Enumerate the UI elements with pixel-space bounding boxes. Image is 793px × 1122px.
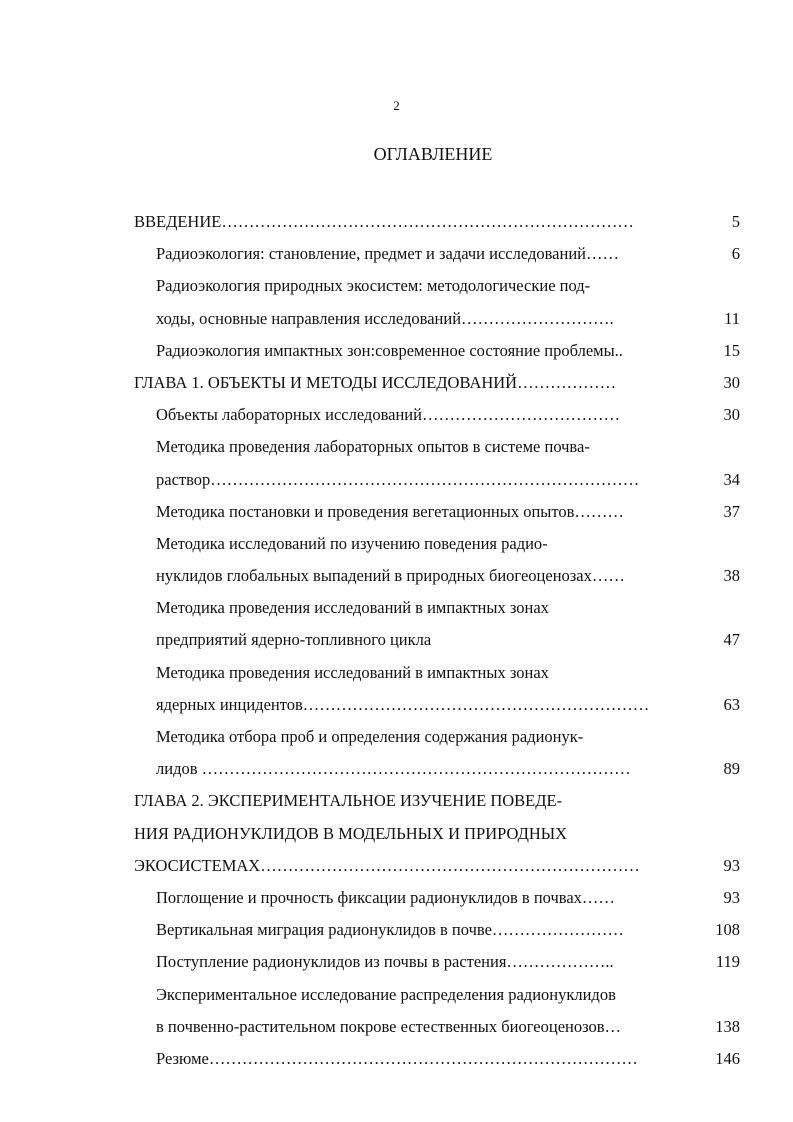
toc-page-number: 38: [723, 566, 740, 586]
toc-entry-text: лидов ……………………………………………………………………: [156, 759, 631, 779]
toc-entry-text: Радиоэкология: становление, предмет и задачи исследований……: [156, 244, 619, 264]
toc-section-line: [134, 624, 740, 656]
toc-page-number: 34: [723, 469, 740, 489]
toc-entry-text: Поглощение и прочность фиксации радионуклидов в почвах……: [156, 887, 615, 907]
toc-entry-text: ГЛАВА 2. ЭКСПЕРИМЕНТАЛЬНОЕ ИЗУЧЕНИЕ ПОВЕДЕ-: [134, 791, 563, 811]
toc-page-number: 30: [723, 372, 740, 392]
toc-section-line: [134, 914, 740, 946]
toc-entry-text: Вертикальная миграция радионуклидов в почве……………………: [156, 920, 624, 940]
toc-page-number: 47: [723, 630, 740, 650]
toc-section-line: [134, 979, 740, 1011]
toc-entry-text: ЭКОСИСТЕМАХ……………………………………………………………: [134, 855, 640, 875]
toc-section-line: [134, 496, 740, 528]
toc-page-number: 11: [724, 308, 740, 328]
toc-page-number: 93: [723, 855, 740, 875]
toc-entry-text: ГЛАВА 1. ОБЪЕКТЫ И МЕТОДЫ ИССЛЕДОВАНИЙ………………: [134, 372, 617, 392]
toc-section-line: [134, 399, 740, 431]
toc-section-line: [134, 721, 740, 753]
toc-page-number: 89: [723, 759, 740, 779]
toc-entry-text: Методика отбора проб и определения содержания радионук-: [156, 727, 584, 746]
toc-page-number: 93: [723, 887, 740, 907]
toc-page-number: 63: [723, 694, 740, 714]
toc-entry-text: Резюме……………………………………………………………………: [156, 1048, 638, 1068]
toc-chapter-line: [134, 367, 740, 399]
toc-chapter-line: [134, 850, 740, 882]
toc-section-line: [134, 1043, 740, 1075]
toc-entry-text: Методика проведения лабораторных опытов в системе почва-: [156, 437, 590, 457]
toc-chapter-line: [134, 206, 740, 238]
toc-page-number: 119: [715, 952, 740, 972]
toc-entry-text: нуклидов глобальных выпадений в природных биогеоценозах……: [156, 566, 625, 586]
toc-entry-text: ходы, основные направления исследований……………………….: [156, 308, 614, 328]
toc-entry-text: предприятий ядерно-топливного цикла: [156, 630, 432, 650]
toc-page-number: 108: [715, 920, 740, 940]
toc-page-number: 138: [715, 1016, 740, 1036]
toc-section-line: [134, 238, 740, 270]
toc-entry-text: Радиоэкология импактных зон:современное состояние проблемы..: [156, 340, 623, 360]
toc-page-number: 6: [731, 244, 740, 264]
toc-entry-text: Радиоэкология природных экосистем: методологические под-: [156, 276, 591, 296]
toc-page-number: 15: [723, 340, 740, 360]
toc-section-line: [134, 946, 740, 978]
toc-entry-text: раствор……………………………………………………………………: [156, 469, 640, 489]
toc-entry-text: Поступление радионуклидов из почвы в растения………………..: [156, 952, 614, 972]
toc-entry-text: Методика проведения исследований в импактных зонах: [156, 598, 549, 618]
toc-section-line: [134, 303, 740, 335]
toc-entry-text: в почвенно-растительном покрове естественных биогеоценозов…: [156, 1016, 622, 1036]
toc-section-line: [134, 689, 740, 721]
toc-section-line: [134, 592, 740, 624]
toc-section-line: [134, 560, 740, 592]
toc-section-line: [134, 528, 740, 560]
toc-section-line: [134, 270, 740, 302]
toc-section-line: [134, 464, 740, 496]
toc-section-line: [134, 335, 740, 367]
toc-entry-text: Методика постановки и проведения вегетационных опытов………: [156, 501, 624, 521]
page-number: 2: [393, 98, 400, 113]
toc-page-number: 37: [723, 501, 740, 521]
table-of-contents: [134, 206, 740, 1075]
toc-title: ОГЛАВЛЕНИЕ: [373, 144, 493, 164]
toc-chapter-line: [134, 818, 740, 850]
toc-entry-text: ВВЕДЕНИЕ…………………………………………………………………: [134, 212, 634, 231]
toc-section-line: [134, 1011, 740, 1043]
toc-section-line: [134, 882, 740, 914]
toc-entry-text: Методика исследований по изучению поведения радио-: [156, 533, 548, 553]
toc-entry-text: ядерных инцидентов………………………………………………………: [156, 694, 650, 714]
toc-page-number: 5: [731, 212, 740, 231]
toc-chapter-line: [134, 785, 740, 817]
toc-entry-text: Методика проведения исследований в импактных зонах: [156, 662, 549, 682]
toc-page-number: 30: [723, 405, 740, 425]
toc-section-line: [134, 431, 740, 463]
toc-page-number: 146: [715, 1048, 740, 1068]
toc-entry-text: Экспериментальное исследование распределения радионуклидов: [156, 984, 616, 1004]
toc-section-line: [134, 657, 740, 689]
toc-section-line: [134, 753, 740, 785]
toc-entry-text: НИЯ РАДИОНУКЛИДОВ В МОДЕЛЬНЫХ И ПРИРОДНЫХ: [134, 823, 568, 843]
toc-entry-text: Объекты лабораторных исследований………………………………: [156, 405, 620, 425]
